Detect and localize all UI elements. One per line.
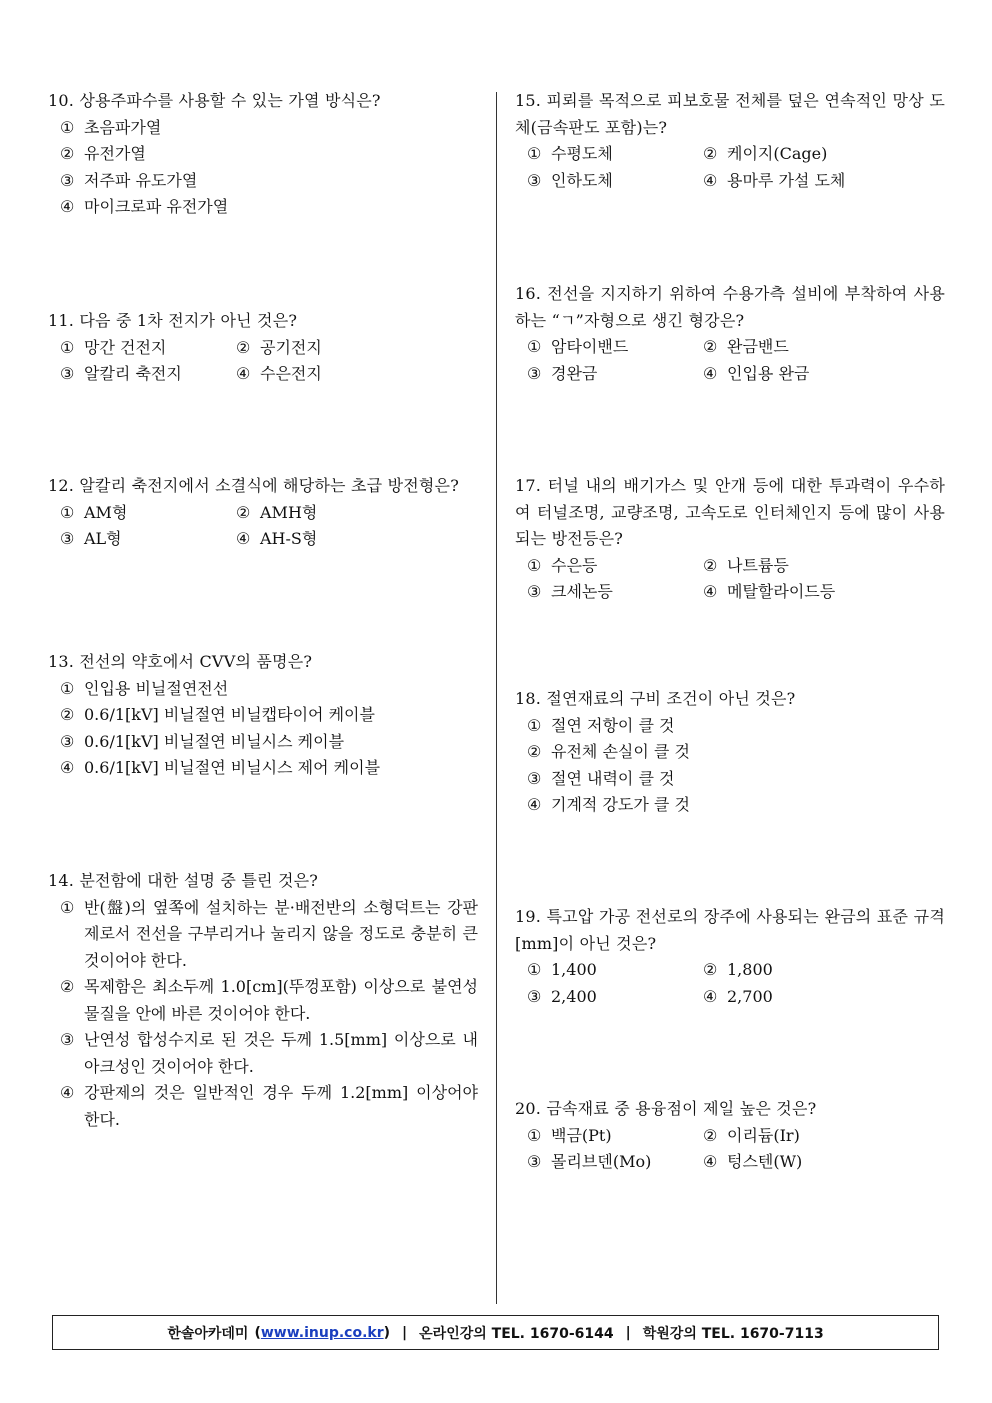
answer-option [527,739,945,766]
option-number: ④ [703,986,718,1006]
option-row [527,1123,945,1150]
question-20 [515,1096,945,1176]
option-text: 인하도체 [551,170,613,190]
option-number: ① [527,715,542,735]
option-list [527,334,945,387]
option-text: 절연 내력이 클 것 [551,768,675,788]
option-row [60,115,478,142]
answer-option [236,526,412,553]
answer-option [527,141,703,168]
option-list [527,553,945,606]
option-row [60,526,478,553]
question-stem: 20. 금속재료 중 용융점이 제일 높은 것은? [515,1099,817,1118]
option-row [60,702,478,729]
answer-option [527,713,945,740]
answer-option [703,141,879,168]
option-row [60,676,478,703]
answer-option [60,115,478,142]
option-number: ① [527,144,542,163]
question-13 [48,649,478,782]
option-number: ① [60,502,75,522]
option-text: 몰리브덴(Mo) [551,1152,652,1171]
answer-option [60,755,478,782]
option-text: 마이크로파 유전가열 [84,197,229,216]
option-row [527,957,945,984]
option-number: ③ [60,1030,75,1049]
option-number: ① [527,960,542,979]
option-row [60,895,478,975]
option-text: 용마루 가설 도체 [727,170,846,190]
option-row [527,792,945,819]
question-19 [515,904,945,1010]
option-number: ① [60,337,75,357]
option-text: 0.6/1[kV] 비닐절연 비닐시스 제어 케이블 [84,758,381,777]
answer-option [60,974,478,1027]
option-text: 0.6/1[kV] 비닐절연 비닐캡타이어 케이블 [84,705,375,724]
option-text: 2,700 [727,986,773,1006]
option-text: 인입용 완금 [727,363,810,383]
footer-separator: | [625,1324,631,1341]
option-number: ③ [527,170,542,190]
answer-option [60,500,236,527]
option-number: ② [703,144,718,163]
option-row [527,361,945,388]
option-number: ③ [60,529,75,548]
option-number: ③ [527,582,542,601]
option-number: ② [527,742,542,761]
option-number: ② [703,555,718,575]
answer-option [703,168,879,195]
answer-option [60,676,478,703]
option-text: 목제함은 최소두께 1.0[cm](뚜껑포함) 이상으로 불연성 물질을 안에 바른 것이어야 한다. [84,977,478,1023]
answer-option [527,334,703,361]
option-text: AMH형 [260,502,318,522]
option-row [527,1149,945,1176]
option-number: ② [236,337,251,357]
footer-open-paren: ( [254,1324,261,1341]
option-text: 강판제의 것은 일반적인 경우 두께 1.2[mm] 이상어야 한다. [84,1083,478,1129]
answer-option [703,361,879,388]
answer-option [703,1123,879,1150]
question-14 [48,868,478,1133]
answer-option [60,895,478,975]
option-row [527,141,945,168]
option-text: 수은등 [551,555,598,575]
option-text: 난연성 합성수지로 된 것은 두께 1.5[mm] 이상으로 내아크성인 것이어야 한다. [84,1030,478,1076]
answer-option [703,957,879,984]
option-number: ④ [703,170,718,190]
option-text: 저주파 유도가열 [84,170,198,190]
option-number: ④ [703,1152,718,1171]
option-text: AH-S형 [260,529,318,548]
answer-option [236,361,412,388]
answer-option [60,361,236,388]
option-number: ① [60,117,75,137]
option-row [527,739,945,766]
answer-option [60,168,478,195]
option-text: 0.6/1[kV] 비닐절연 비닐시스 케이블 [84,731,345,751]
answer-option [527,579,703,606]
option-text: AL형 [84,529,122,548]
answer-option [527,984,703,1011]
answer-option [703,579,879,606]
option-list [527,1123,945,1176]
option-text: 1,800 [727,960,773,979]
option-number: ② [703,960,718,979]
question-stem: 15. 피뢰를 목적으로 피보호물 전체를 덮은 연속적인 망상 도체(금속판도 포함)는? [515,91,945,137]
question-stem: 13. 전선의 약호에서 CVV의 품명은? [48,652,313,671]
footer-academy: 한솔아카데미 [167,1325,249,1342]
option-row [60,141,478,168]
option-number: ③ [527,768,542,788]
answer-option [236,335,412,362]
footer-separator: | [402,1324,408,1341]
answer-option [527,1123,703,1150]
answer-option [60,526,236,553]
footer-close-paren: ) [383,1324,391,1341]
option-row [60,168,478,195]
option-row [527,168,945,195]
option-list [60,500,478,553]
option-number: ② [60,144,75,163]
option-row [527,334,945,361]
question-17 [515,473,945,606]
option-row [60,194,478,221]
footer-bar [52,1315,939,1350]
option-text: 수은전지 [260,364,322,383]
option-list [527,713,945,819]
answer-option [527,1149,703,1176]
option-text: 수평도체 [551,144,613,163]
option-row [527,766,945,793]
option-row [527,984,945,1011]
option-text: 나트륨등 [727,555,789,575]
answer-option [60,335,236,362]
option-number: ④ [236,529,251,548]
option-text: 텅스텐(W) [727,1152,803,1171]
option-number: ④ [527,795,542,814]
option-row [60,729,478,756]
option-number: ③ [60,731,75,751]
question-stem: 19. 특고압 가공 전선로의 장주에 사용되는 완금의 표준 규격[mm]이 아닌 것은? [515,907,945,953]
option-number: ③ [527,363,542,383]
answer-option [60,1027,478,1080]
option-text: 알칼리 축전지 [84,364,182,383]
option-row [60,974,478,1027]
option-text: 메탈할라이드등 [727,582,836,601]
option-number: ② [703,1125,718,1145]
option-text: 백금(Pt) [551,1125,612,1145]
option-number: ④ [236,364,251,383]
option-row [527,553,945,580]
option-number: ① [60,897,75,917]
option-row [60,1080,478,1133]
option-text: 경완금 [551,363,598,383]
option-number: ① [527,337,542,356]
answer-option [60,1080,478,1133]
question-stem: 16. 전선을 지지하기 위하여 수용가측 설비에 부착하여 사용하는 “ㄱ”자형으로 생긴 형강은? [515,284,945,330]
option-number: ④ [60,197,75,216]
answer-option [703,984,879,1011]
question-stem: 10. 상용주파수를 사용할 수 있는 가열 방식은? [48,91,381,110]
option-row [527,579,945,606]
question-stem: 14. 분전함에 대한 설명 중 틀린 것은? [48,871,319,890]
footer-offline-tel: 학원강의 TEL. 1670-7113 [642,1325,824,1342]
option-row [60,755,478,782]
option-text: 1,400 [551,960,597,979]
option-text: 인입용 비닐절연전선 [84,678,229,698]
column-divider [496,92,497,1304]
question-stem: 12. 알칼리 축전지에서 소결식에 해당하는 초급 방전형은? [48,476,459,495]
option-number: ④ [703,363,718,383]
answer-option [527,361,703,388]
option-text: 암타이밴드 [551,337,629,356]
option-text: 초음파가열 [84,117,162,137]
option-text: 크세논등 [551,582,613,601]
option-text: 2,400 [551,986,597,1006]
option-number: ③ [60,170,75,190]
option-list [527,957,945,1010]
option-number: ④ [703,582,718,601]
answer-option [236,500,412,527]
answer-option [703,553,879,580]
answer-option [527,553,703,580]
question-12 [48,473,478,553]
question-stem: 18. 절연재료의 구비 조건이 아닌 것은? [515,689,796,708]
option-number: ① [527,555,542,575]
option-text: 완금밴드 [727,337,789,356]
option-text: 유전가열 [84,144,146,163]
option-text: 절연 저항이 클 것 [551,715,675,735]
option-number: ③ [527,1152,542,1171]
answer-option [527,792,945,819]
option-text: AM형 [84,502,128,522]
option-number: ② [60,977,75,996]
question-15 [515,88,945,194]
answer-option [527,957,703,984]
option-list [527,141,945,194]
footer-url-link[interactable]: www.inup.co.kr [260,1324,384,1341]
option-row [60,500,478,527]
option-row [527,713,945,740]
option-list [60,895,478,1134]
option-text: 기계적 강도가 클 것 [551,795,690,814]
option-row [60,1027,478,1080]
option-list [60,115,478,221]
option-number: ④ [60,758,75,777]
answer-option [60,729,478,756]
option-text: 유전체 손실이 클 것 [551,742,690,761]
option-number: ② [60,705,75,724]
option-text: 망간 건전지 [84,337,167,357]
option-text: 이리듐(Ir) [727,1125,800,1145]
option-number: ① [527,1125,542,1145]
question-10 [48,88,478,221]
option-number: ② [236,502,251,522]
footer-online-tel: 온라인강의 TEL. 1670-6144 [419,1325,614,1342]
answer-option [527,168,703,195]
answer-option [60,702,478,729]
answer-option [703,1149,879,1176]
option-row [60,361,478,388]
question-stem: 11. 다음 중 1차 전지가 아닌 것은? [48,311,298,330]
answer-option [60,194,478,221]
question-18 [515,686,945,819]
option-text: 반(盤)의 옆쪽에 설치하는 분·배전반의 소형덕트는 강판제로서 전선을 구부리거나 눌리지 않을 정도로 충분히 큰 것이어야 한다. [84,897,478,970]
option-number: ③ [60,364,75,383]
option-row [60,335,478,362]
option-text: 케이지(Cage) [727,144,828,163]
answer-option [60,141,478,168]
option-number: ② [703,337,718,356]
option-number: ④ [60,1083,75,1102]
question-11 [48,308,478,388]
option-text: 공기전지 [260,337,322,357]
answer-option [527,766,945,793]
option-number: ③ [527,986,542,1006]
question-16 [515,281,945,387]
option-number: ① [60,678,75,698]
question-stem: 17. 터널 내의 배기가스 및 안개 등에 대한 투과력이 우수하여 터널조명, 교량조명, 고속도로 인터체인지 등에 많이 사용되는 방전등은? [515,476,945,548]
answer-option [703,334,879,361]
option-list [60,676,478,782]
option-list [60,335,478,388]
